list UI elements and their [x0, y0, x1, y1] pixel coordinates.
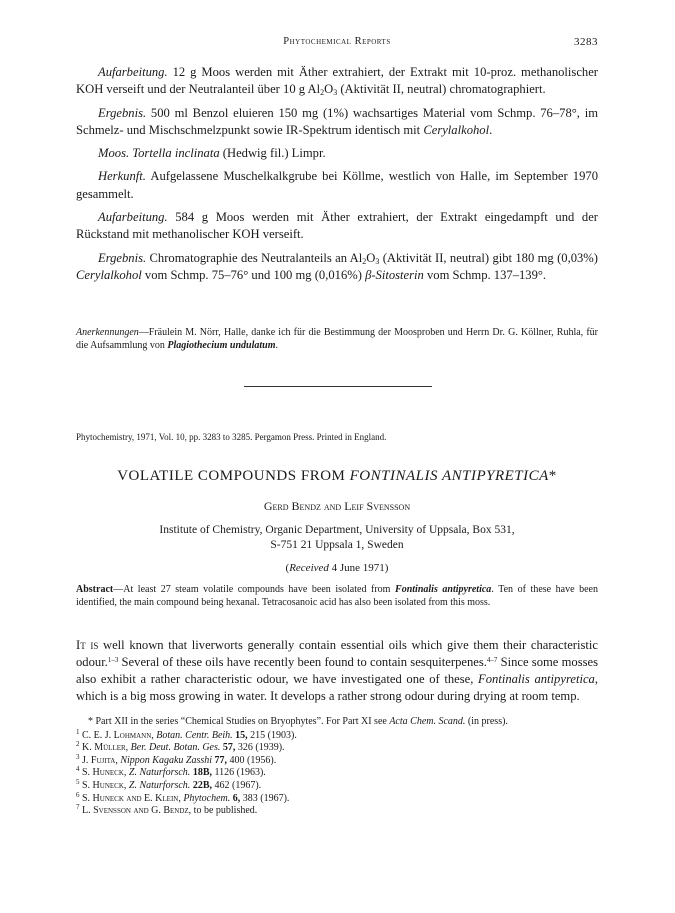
received-label: Received — [289, 562, 329, 574]
abstract-text: . Ten of these have been identified, the main compound being hexanal. Tetracosanoic acid has also been isolated from this moss. — [76, 584, 598, 608]
series-footnote — [76, 716, 598, 729]
paragraph-text: O — [366, 250, 376, 265]
reference-author: S. Huneck and E. Klein, — [82, 792, 181, 804]
paragraph-text: (Hedwig fil.) Limpr. — [219, 146, 326, 161]
footnotes — [76, 716, 598, 818]
reference-item — [76, 727, 598, 743]
species-name: Tortella inclinata — [129, 146, 220, 161]
reference-pages: 215 (1903). — [247, 729, 297, 741]
affiliation-line: Institute of Chemistry, Organic Department, University of Uppsala, Box 531, — [159, 524, 515, 536]
reference-volume: 57, — [222, 742, 236, 754]
introduction-paragraph — [76, 637, 598, 705]
paragraph-lead: Aufarbeitung. — [98, 210, 168, 225]
reference-citation: 4–7 — [486, 656, 498, 664]
intro-text: , which is a big moss growing in water. It develops a rather strong odour during drying at room temp. — [76, 672, 599, 703]
reference-volume: 15, — [235, 729, 248, 741]
paragraph-text: 500 ml Benzol eluieren 150 mg (1%) wachsartiges Material vom Schmp. 76–78°, im Schmelz- und Mischschmelzpunkt sowie IR-Spektrum identisch mit — [76, 105, 598, 137]
paragraph-ergebnis-1 — [76, 105, 598, 140]
intro-text: Several of these oils have recently been found to contain sesquiterpenes. — [118, 655, 487, 669]
compound-name: Cerylalkohol — [76, 267, 142, 282]
reference-volume: 18B, — [192, 767, 212, 779]
reference-item — [76, 752, 598, 768]
reference-journal: Z. Naturforsch. — [128, 779, 191, 791]
abstract-text: —At least 27 steam volatile compounds have been isolated from — [113, 584, 396, 595]
abstract — [76, 583, 598, 609]
acknowledgements-text: . — [275, 340, 278, 351]
paragraph-text: 12 g Moos werden mit Äther extrahiert, der Extrakt mit 10-proz. methanolischer KOH verseift und der Neutralanteil über 10 g Al — [76, 65, 598, 97]
reference-author: C. E. J. Lohmann, — [82, 729, 154, 741]
reference-item — [76, 777, 598, 793]
acknowledgements — [76, 326, 598, 352]
reference-item — [76, 767, 598, 780]
paragraph-aufarbeitung-2 — [76, 209, 598, 244]
reference-item — [76, 790, 598, 806]
abstract-label: Abstract — [76, 584, 114, 595]
reference-pages: 326 (1939). — [235, 742, 285, 754]
author-affiliation — [76, 523, 598, 553]
paragraph-text: O — [324, 82, 334, 97]
acknowledgements-lead: Anerkennungen — [76, 327, 139, 338]
received-text: ( — [285, 562, 290, 574]
journal-name: Acta Chem. Scand. — [389, 716, 466, 727]
paragraph-text: (Aktivität II, neutral) chromatographiert. — [337, 82, 546, 97]
reference-volume: 77, — [214, 754, 228, 766]
paragraph-lead: Aufarbeitung. — [98, 65, 168, 79]
page-header — [76, 36, 598, 52]
paragraph-moos — [76, 145, 598, 162]
paragraph-lead: Herkunft. — [98, 169, 146, 184]
species-name: Fontinalis antipyretica — [478, 672, 595, 686]
footnote-mark: * — [88, 716, 93, 727]
title-species: FONTINALIS ANTIPYRETICA — [349, 468, 549, 484]
article-divider — [244, 386, 432, 387]
reference-citation: 1–3 — [107, 656, 119, 664]
reference-pages: 400 (1956). — [227, 754, 277, 766]
page-number: 3283 — [574, 36, 598, 48]
footnote-text: (in press). — [465, 716, 508, 727]
paragraph-text: vom Schmp. 137–139°. — [423, 267, 547, 282]
subscript: 3 — [333, 88, 338, 98]
reference-author: S. Huneck, — [82, 779, 127, 791]
subscript: 2 — [362, 256, 367, 266]
reference-number: 1 — [76, 727, 80, 736]
reference-item — [76, 805, 598, 818]
reference-volume: 22B, — [192, 779, 212, 791]
paragraph-aufarbeitung-1 — [76, 64, 598, 99]
compound-name: Cerylalkohol — [423, 122, 490, 137]
article-authors: Gerd Bendz and Leif Svensson — [263, 499, 411, 513]
reference-list — [76, 727, 598, 818]
acknowledgements-text: —Fräulein M. Nörr, Halle, danke ich für die Bestimmung der Moosproben und Herrn Dr. G. Köllner, Ruhla, für die Aufsammlung von — [76, 327, 598, 351]
paragraph-herkunft — [76, 168, 598, 203]
subscript: 3 — [375, 256, 380, 266]
paragraph-lead: Ergebnis. — [98, 250, 147, 265]
reference-author: L. Svensson and G. Bendz, — [82, 805, 192, 817]
reference-journal: Nippon Kagaku Zasshi — [120, 754, 213, 766]
paragraph-text: Chromatographie des Neutralanteils an Al — [146, 250, 363, 265]
paragraph-text: Aufgelassene Muschelkalkgrube bei Köllme, westlich von Halle, im September 1970 gesammelt. — [76, 169, 598, 201]
affiliation-line: S-751 21 Uppsala 1, Sweden — [270, 539, 404, 551]
paragraph-lead: Moos. — [98, 146, 130, 161]
reference-journal: Phytochem. — [183, 792, 231, 804]
title-footnote-mark: * — [548, 468, 557, 484]
reference-journal: Ber. Deut. Botan. Ges. — [130, 742, 221, 754]
paragraph-text: . — [489, 122, 493, 137]
title-text: VOLATILE COMPOUNDS FROM — [117, 468, 350, 484]
paragraph-text: 584 g Moos werden mit Äther extrahiert, der Extrakt eingedampft und der Rückstand mit methanolischer KOH verseift. — [76, 210, 598, 242]
reference-volume: 6, — [232, 792, 241, 804]
intro-lead: It is — [76, 638, 99, 652]
species-name: Plagiothecium undulatum — [167, 340, 276, 351]
reference-number: 3 — [76, 752, 80, 761]
reference-journal: Z. Naturforsch. — [128, 767, 191, 779]
intro-text: well known that liverworts generally contain essential oils which give them their characteristic odour. — [76, 638, 598, 669]
species-name: Fontinalis antipyretica — [395, 584, 492, 595]
paragraph-text: vom Schmp. 75–76° und 100 mg (0,016%) — [141, 267, 366, 282]
previous-article-text — [76, 64, 598, 290]
reference-number: 5 — [76, 777, 80, 786]
journal-citation: Phytochemistry, 1971, Vol. 10, pp. 3283 to 3285. Pergamon Press. Printed in England. — [76, 432, 387, 442]
footnote-text: Part XII in the series “Chemical Studies on Bryophytes”. For Part XI see — [93, 716, 390, 727]
reference-pages: 462 (1967). — [211, 779, 262, 791]
reference-item — [76, 742, 598, 755]
compound-name: β-Sitosterin — [365, 267, 424, 282]
running-title: Phytochemical Reports — [283, 36, 391, 47]
reference-author: S. Huneck, — [82, 767, 127, 779]
paragraph-text: (Aktivität II, neutral) gibt 180 mg (0,03%) — [379, 250, 598, 265]
intro-text: Since some mosses also exhibit a rather characteristic odour, we have investigated one of these, — [76, 655, 598, 686]
reference-pages: to be published. — [191, 805, 258, 817]
reference-number: 2 — [76, 740, 80, 749]
paragraph-ergebnis-2 — [76, 250, 598, 285]
reference-number: 6 — [76, 790, 80, 799]
reference-author: K. Müller, — [82, 742, 129, 754]
paragraph-lead: Ergebnis. — [98, 105, 147, 120]
subscript: 2 — [320, 88, 325, 98]
reference-pages: 1126 (1963). — [211, 767, 266, 779]
received-date — [76, 562, 598, 574]
reference-number: 4 — [76, 765, 80, 774]
reference-author: J. Fujita, — [82, 754, 118, 766]
received-text: 4 June 1971) — [328, 562, 389, 574]
reference-pages: 383 (1967). — [240, 792, 290, 804]
article-title — [76, 468, 598, 485]
reference-number: 7 — [76, 803, 80, 812]
reference-journal: Botan. Centr. Beih. — [156, 729, 233, 741]
